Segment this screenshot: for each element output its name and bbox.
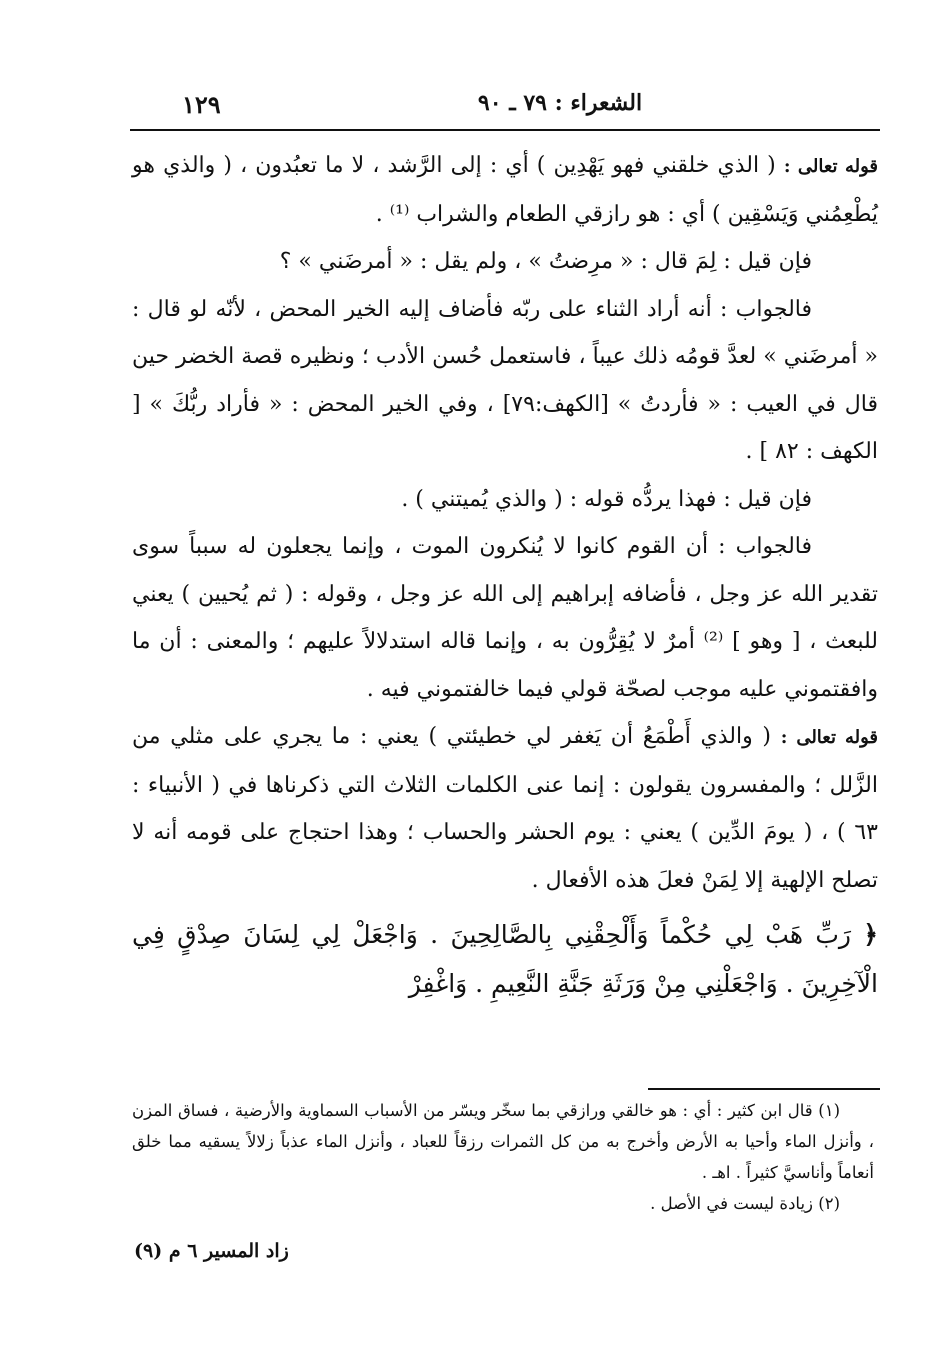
ornate-bracket: ﴿	[863, 920, 878, 949]
paragraph-5: فالجواب : أن القوم كانوا لا يُنكرون الموت ، وإنما يجعلون له سبباً سوى تقدير الله عز وجل ، فأضافه إبراهيم إلى الله عز وجل ، وقوله : ( ثم يُحيين ) يعني للبعث ، [ وهو ] ⁽²⁾ أمرٌ لا يُقِرُّون به ، وإنما قاله استدلالاً عليهم ؛ والمعنى : أن ما وافقتموني عليه موجب لصحّة قولي فيما خالفتموني فيه .	[132, 534, 878, 702]
quran-verse	[132, 910, 878, 1008]
main-text	[132, 142, 878, 1008]
paragraph-1-text: ( الذي خلقني فهو يَهْدِين ) أي : إلى الرَّشد ، لا ما تعبُدون ، ( والذي هو يُطْعِمُني وَيَسْقِين ) أي : هو رازقي الطعام والشراب ⁽¹⁾ .	[132, 153, 878, 227]
footnote-1: (١) قال ابن كثير : أي : هو خالقي ورازقي بما سخّر ويسّر من الأسباب السماوية والأرضية ، فساق المزن ، وأنزل الماء وأحيا به الأرض وأخرج به من كل الثمرات رزقاً للعباد ، وأنزل الماء عذباً زلالاً يسقيه مما خلق أنعاماً وأناسيَّ كثيراً . اهـ .	[132, 1101, 874, 1182]
verse-lead-label: قوله تعالى :	[780, 727, 878, 748]
paragraph-6	[132, 713, 878, 904]
footnote-rule	[648, 1088, 880, 1090]
page-number: ١٢٩	[182, 90, 221, 119]
paragraph-4: فإن قيل : فهذا يردُّه قوله : ( والذي يُميتني ) .	[401, 486, 812, 512]
paragraph-2: فإن قيل : لِمَ قال : « مرِضتُ » ، ولم يقل : « أمرضَني » ؟	[279, 249, 812, 274]
verse-lead-label: قوله تعالى :	[783, 156, 878, 177]
paragraph-1	[132, 142, 878, 238]
paragraph-3: فالجواب : أنه أراد الثناء على ربّه فأضاف إليه الخير المحض ، لأنّه لو قال : « أمرضَني » لعدَّ قومُه ذلك عيباً ، فاستعمل حُسن الأدب ؛ ونظيره قصة الخضر حين قال في العيب : « فأردتُ » [الكهف:٧٩] ، وفي الخير المحض : « فأراد ربُّكَ » [ الكهف : ٨٢ ] .	[132, 296, 879, 464]
page-header	[130, 86, 876, 120]
footnote-2: (٢) زيادة ليست في الأصل .	[650, 1194, 840, 1213]
paragraph-6-text: ( والذي أَطْمَعُ أن يَغفر لي خطيئتي ) يعني : ما يجري على مثلي من الزَّلل ؛ والمفسرون يقولون : إنما عنى الكلمات الثلاث التي ذكرناها في ( الأنبياء : ٦٣ ) ، ( يومَ الدِّين ) يعني : يوم الحشر والحساب ؛ وهذا احتجاج على قومه أنه لا تصلح الإلهية إلا لِمَنْ فعلَ هذه الأفعال .	[132, 724, 878, 893]
quran-verse-text: رَبِّ هَبْ لِي حُكْماً وَأَلْحِقْنِي بِالصَّالِحِينَ . وَاجْعَلْ لِي لِسَانَ صِدْقٍ فِي الْآخِرِينَ . وَاجْعَلْنِي مِنْ وَرَثَةِ جَنَّةِ النَّعِيمِ . وَاغْفِرْ	[132, 920, 878, 998]
running-title: الشعراء : ٧٩ ـ ٩٠	[477, 90, 643, 116]
footnotes	[132, 1095, 874, 1219]
header-rule	[130, 129, 880, 131]
printer-signature: زاد المسير ٦ م (٩)	[134, 1240, 289, 1262]
